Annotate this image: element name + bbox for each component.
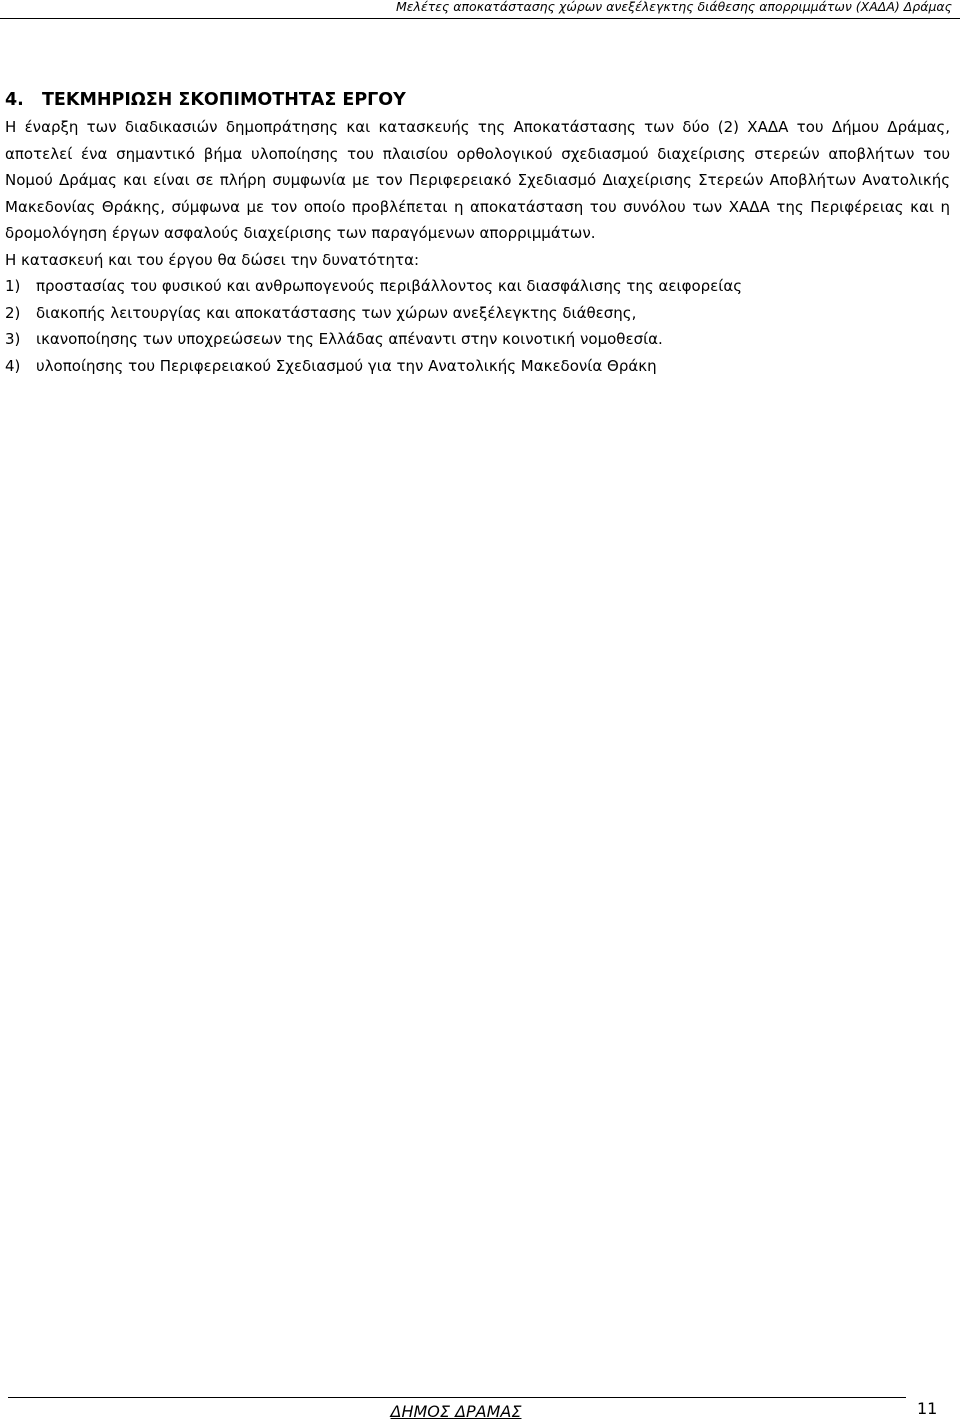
footer-issuer: ΔΗΜΟΣ ΔΡΑΜΑΣ (390, 1402, 522, 1421)
list-item (5, 300, 950, 327)
section-title: ΤΕΚΜΗΡΙΩΣΗ ΣΚΟΠΙΜΟΤΗΤΑΣ ΕΡΓΟΥ (42, 90, 406, 110)
section-number: 4. (5, 90, 24, 110)
header-rule (0, 18, 960, 19)
benefits-list (5, 273, 950, 379)
list-item-marker: 1) (5, 277, 21, 295)
list-item (5, 326, 950, 353)
page-number: 11 (917, 1399, 938, 1418)
list-item-text: διακοπής λειτουργίας και αποκατάστασης των χώρων ανεξέλεγκτης διάθεσης, (36, 303, 637, 322)
list-item-marker: 3) (5, 330, 21, 348)
list-item-marker: 2) (5, 303, 21, 322)
list-intro: Η κατασκευή και του έργου θα δώσει την δυνατότητα: (5, 250, 420, 269)
body-paragraph: Η έναρξη των διαδικασιών δημοπράτησης και κατασκευής της Αποκατάστασης των δύο (2) ΧΑΔΑ του Δήμου Δράμας, αποτελεί ένα σημαντικό βήμα υλοποίησης του πλαισίου ορθολογικού σχεδιασμού διαχείρισης στερεών αποβλήτων του Νομού Δράμας και είναι σε πλήρη συμφωνία με τον Περιφερειακό Σχεδιασμό Διαχείρισης Στερεών Αποβλήτων Ανατολικής Μακεδονίας Θράκης, σύμφωνα με τον οποίο προβλέπεται η αποκατάσταση του συνόλου των ΧΑΔΑ της Περιφέρειας και η δρομολόγηση έργων ασφαλούς διαχείρισης των παραγόμενων απορριμμάτων. (5, 118, 950, 242)
running-header: Μελέτες αποκατάστασης χώρων ανεξέλεγκτης διάθεσης απορριμμάτων (ΧΑΔΑ) Δράμας (396, 0, 952, 14)
section-heading (5, 88, 950, 112)
footer-rule (8, 1397, 906, 1398)
list-item (5, 353, 950, 380)
list-item-text: προστασίας του φυσικού και ανθρωπογενούς περιβάλλοντος και διασφάλισης της αειφορείας (36, 277, 743, 295)
list-item-marker: 4) (5, 356, 21, 375)
list-item-text: υλοποίησης του Περιφερειακού Σχεδιασμού για την Ανατολικής Μακεδονία Θράκη (36, 356, 657, 375)
list-item-text: ικανοποίησης των υποχρεώσεων της Ελλάδας απέναντι στην κοινοτική νομοθεσία. (36, 330, 663, 348)
page-content (5, 88, 950, 379)
list-item (5, 273, 950, 300)
